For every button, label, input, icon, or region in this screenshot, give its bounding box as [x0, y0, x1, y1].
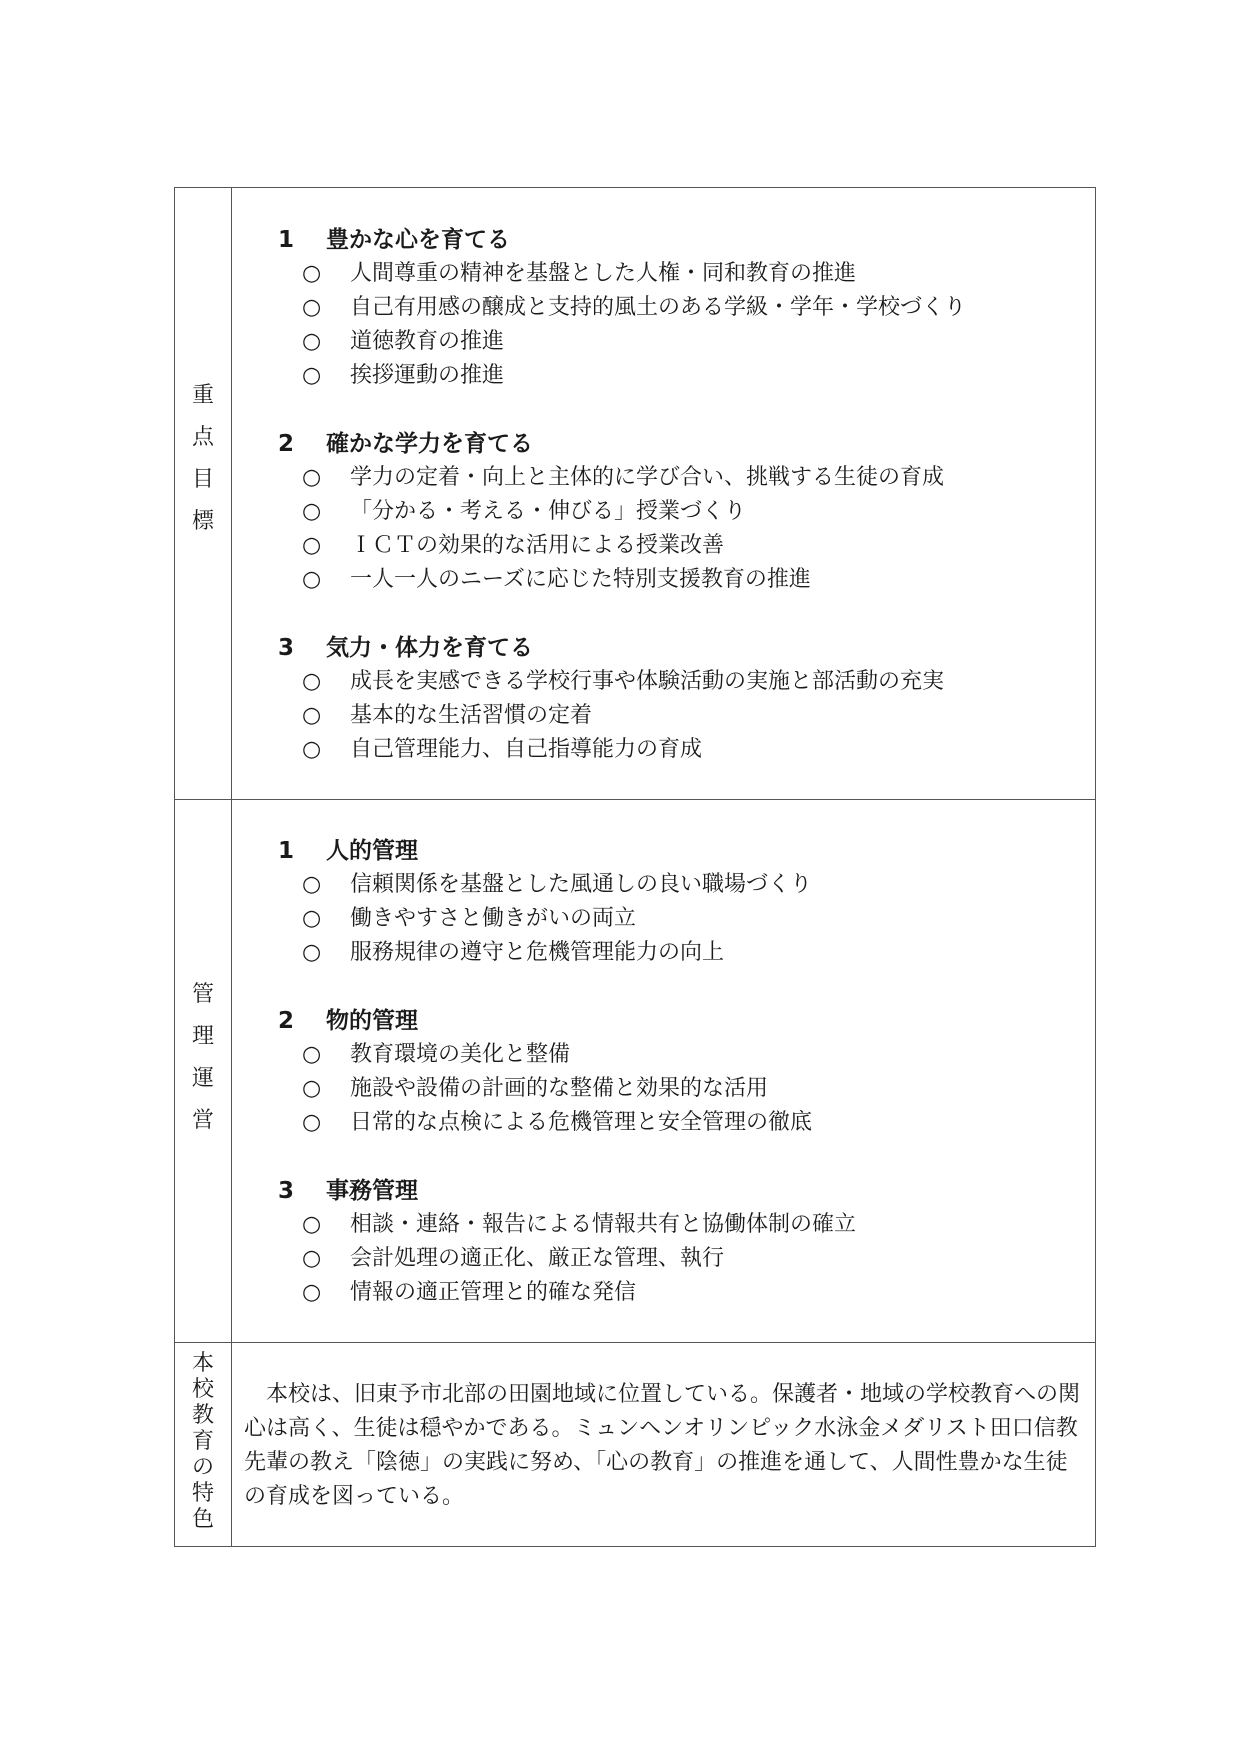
circle-bullet-icon: ○	[302, 1280, 322, 1305]
circle-bullet-icon: ○	[302, 703, 322, 728]
list-item: ○ 自己管理能力、自己指導能力の育成	[278, 733, 1085, 767]
list-item: ○ 働きやすさと働きがいの両立	[278, 902, 1085, 936]
list-item: ○ 道徳教育の推進	[278, 325, 1085, 359]
section-title: 1 人的管理	[278, 838, 418, 864]
row-school-feature	[175, 1343, 1096, 1547]
label-char: 理	[191, 1024, 214, 1049]
section-management	[232, 800, 1095, 1310]
circle-bullet-icon: ○	[302, 669, 322, 694]
label-char: 教	[191, 1403, 214, 1428]
circle-bullet-icon: ○	[302, 465, 322, 490]
list-item: ○ 挨拶運動の推進	[278, 359, 1085, 393]
circle-bullet-icon: ○	[302, 1076, 322, 1101]
content-cell-management	[232, 800, 1096, 1343]
list-item: ○ 施設や設備の計画的な整備と効果的な活用	[278, 1072, 1085, 1106]
label-cell-management	[175, 800, 232, 1343]
label-char: 点	[191, 425, 214, 450]
list-item: ○ 成長を実感できる学校行事や体験活動の実施と部活動の充実	[278, 665, 1085, 699]
school-plan-table	[174, 187, 1096, 1547]
circle-bullet-icon: ○	[302, 1110, 322, 1135]
list-item: ○ 基本的な生活習慣の定着	[278, 699, 1085, 733]
label-char: 校	[191, 1377, 214, 1402]
list-item: ○ ＩＣＴの効果的な活用による授業改善	[278, 529, 1085, 563]
label-cell-feature	[175, 1343, 232, 1547]
content-cell-feature	[232, 1343, 1096, 1547]
label-char: 標	[191, 509, 214, 534]
circle-bullet-icon: ○	[302, 295, 322, 320]
circle-bullet-icon: ○	[302, 1212, 322, 1237]
section-title: 3 事務管理	[278, 1178, 418, 1204]
label-cell-focus-goals	[175, 188, 232, 800]
circle-bullet-icon: ○	[302, 499, 322, 524]
section-heart	[232, 188, 1095, 767]
circle-bullet-icon: ○	[302, 363, 322, 388]
circle-bullet-icon: ○	[302, 567, 322, 592]
content-cell-focus-goals	[232, 188, 1096, 800]
circle-bullet-icon: ○	[302, 872, 322, 897]
list-item: ○ 一人一人のニーズに応じた特別支援教育の推進	[278, 563, 1085, 597]
label-char: 育	[191, 1429, 214, 1454]
label-char: 特	[191, 1481, 214, 1506]
vertical-label-feature	[175, 1353, 231, 1531]
list-item: ○ 「分かる・考える・伸びる」授業づくり	[278, 495, 1085, 529]
list-item: ○ 相談・連絡・報告による情報共有と協働体制の確立	[278, 1208, 1085, 1242]
label-char: 運	[191, 1066, 214, 1091]
section-title: 2 確かな学力を育てる	[278, 431, 533, 457]
circle-bullet-icon: ○	[302, 1246, 322, 1271]
circle-bullet-icon: ○	[302, 940, 322, 965]
label-char: 本	[191, 1351, 214, 1376]
list-item: ○ 服務規律の遵守と危機管理能力の向上	[278, 936, 1085, 970]
list-item: ○ 教育環境の美化と整備	[278, 1038, 1085, 1072]
circle-bullet-icon: ○	[302, 737, 322, 762]
circle-bullet-icon: ○	[302, 1042, 322, 1067]
section-title: 1 豊かな心を育てる	[278, 227, 510, 253]
list-item: ○ 会計処理の適正化、厳正な管理、執行	[278, 1242, 1085, 1276]
label-char: 営	[191, 1108, 214, 1133]
circle-bullet-icon: ○	[302, 261, 322, 286]
label-char: 目	[191, 467, 214, 492]
label-char: の	[191, 1455, 214, 1480]
vertical-label-focus-goals	[175, 385, 231, 533]
circle-bullet-icon: ○	[302, 329, 322, 354]
list-item: ○ 人間尊重の精神を基盤とした人権・同和教育の推進	[278, 257, 1085, 291]
row-focus-goals	[175, 188, 1096, 800]
vertical-label-management	[175, 984, 231, 1132]
section-title: 2 物的管理	[278, 1008, 418, 1034]
row-management	[175, 800, 1096, 1343]
section-title: 3 気力・体力を育てる	[278, 635, 533, 661]
list-item: ○ 情報の適正管理と的確な発信	[278, 1276, 1085, 1310]
circle-bullet-icon: ○	[302, 533, 322, 558]
feature-paragraph: 本校は、旧東予市北部の田園地域に位置している。保護者・地域の学校教育への関心は高く、生徒は穏やかである。ミュンヘンオリンピック水泳金メダリスト田口信教先輩の教え「陰徳」の実践に努め、「心の教育」の推進を通して、人間性豊かな生徒の育成を図っている。	[244, 1382, 1081, 1509]
label-char: 管	[191, 982, 214, 1007]
list-item: ○ 日常的な点検による危機管理と安全管理の徹底	[278, 1106, 1085, 1140]
label-char: 重	[191, 383, 214, 408]
list-item: ○ 学力の定着・向上と主体的に学び合い、挑戦する生徒の育成	[278, 461, 1085, 495]
label-char: 色	[191, 1507, 214, 1532]
list-item: ○ 自己有用感の醸成と支持的風土のある学級・学年・学校づくり	[278, 291, 1085, 325]
list-item: ○ 信頼関係を基盤とした風通しの良い職場づくり	[278, 868, 1085, 902]
circle-bullet-icon: ○	[302, 906, 322, 931]
